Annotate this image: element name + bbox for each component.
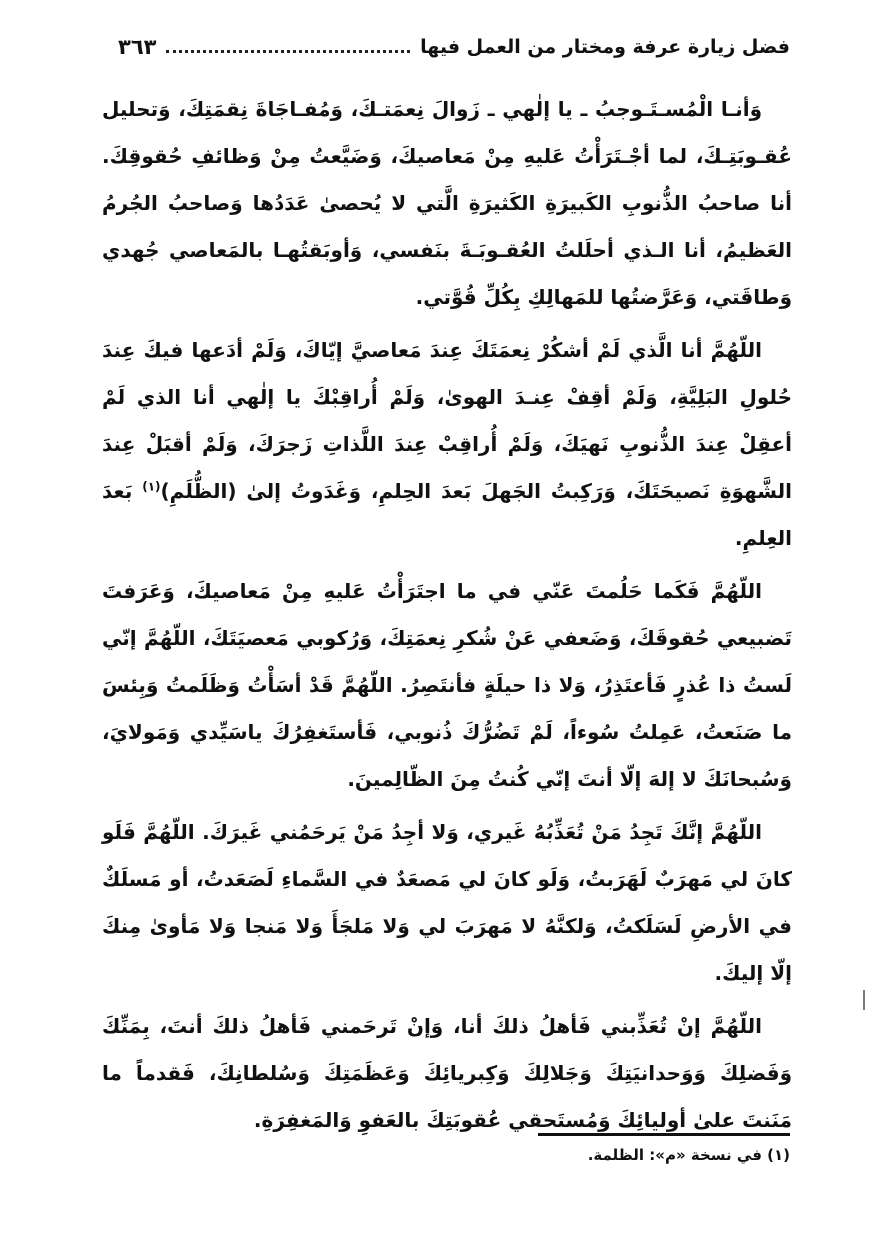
footnote: (١) في نسخة «م»: الظلمة. (587, 1146, 790, 1164)
page-header (118, 30, 790, 64)
footnote-divider (538, 1133, 790, 1136)
margin-mark (863, 990, 865, 1010)
dotted-leader (166, 50, 410, 53)
paragraph: اللّهُمَّ إنَّكَ تَجِدُ مَنْ تُعَذِّبُهُ غَيري، وَلا أجِدُ مَنْ يَرحَمُني غَيرَكَ. اللّهُمَّ فَلَو كانَ لي مَهرَبٌ لَهَرَبتُ، وَلَو كانَ لي مَصعَدٌ في السَّماءِ لَصَعَدتُ، أو مَسلَكٌ في الأرضِ لَسَلَكتُ، وَلكنَّهُ لا مَهرَبَ لي وَلا مَلجَأَ وَلا مَنجا وَلا مَأوىٰ مِنكَ إلّا إليكَ. (102, 820, 792, 985)
paragraph: اللّهُمَّ فَكَما حَلُمتَ عَنّي في ما اجتَرَأْتُ عَليهِ مِنْ مَعاصيكَ، وَعَرَفتَ تَضبيعي حُقوقَكَ، وَضَعفي عَنْ شُكرِ نِعمَتِكَ، وَرُكوبي مَعصيَتَكَ، اللّهُمَّ إنّي لَستُ ذا عُذرٍ فَأعتَذِرُ، وَلا ذا حيلَةٍ فأنتَصِرُ. اللّهُمَّ قَدْ أسَأْتُ وَظَلَمتُ وَبِئسَ ما صَنَعتُ، عَمِلتُ سُوءاً، لَمْ تَضُرُّكَ ذُنوبي، فَأستَغفِرُكَ ياسَيِّدي وَمَولايَ، وَسُبحانَكَ لا إلهَ إلّا أنتَ إنّي كُنتُ مِنَ الظّالِمينَ. (102, 579, 792, 791)
paragraph-text: اللّهُمَّ أنا الَّذي لَمْ أشكُرْ نِعمَتَكَ عِندَ مَعاصيَّ إيّاكَ، وَلَمْ أدَعها فيكَ عِندَ حُلولِ البَلِيَّةِ، وَلَمْ أقِفْ عِنـدَ الهوىٰ، وَلَمْ أُراقِبْكَ يا إلٰهي أنا الذي لَمْ أعقِلْ عِندَ الذُّنوبِ نَهيَكَ، وَلَمْ أُراقِبْ عِندَ اللَّذاتِ زَجرَكَ، وَلَمْ أقبَلْ عِندَ الشَّهوَةِ نَصيحَتَكَ، وَرَكِبتُ الجَهلَ بَعدَ الحِلمِ، وَغَدَوتُ إلىٰ (الظُّلَمِ) (102, 338, 792, 503)
paragraph: اللّهُمَّ إنْ تُعَذِّبني فَأهلُ ذلكَ أنا، وَإنْ تَرحَمني فَأهلُ ذلكَ أنتَ، بِمَنِّكَ وَفَضلِكَ وَوَحدانيَتِكَ وَجَلالِكَ وَكِبريائِكَ وَعَظَمَتِكَ وَسُلطانِكَ، فَقدماً ما مَنَنتَ علىٰ أوليائِكَ وَمُستَحقي عُقوبَتِكَ بالعَفوِ وَالمَغفِرَةِ. (102, 1014, 792, 1132)
main-text (102, 86, 792, 1150)
paragraph-with-footnote (102, 327, 792, 562)
page-number: ٣٦٣ (118, 35, 157, 59)
footnote-reference[interactable]: (١) (142, 479, 161, 494)
paragraph-text: بَعدَ العِلمِ. (102, 479, 792, 550)
paragraph: وَأنـا الْمُسـتَـوجبُ ـ يا إلٰهي ـ زَوالَ نِعمَتـكَ، وَمُفـاجَاةَ نِقمَتِكَ، وَتحليل عُقـوبَتِـكَ، لما أجْـتَرَأْتُ عَليهِ مِنْ مَعاصيكَ، وَضَيَّعتُ مِنْ وَظائفِ حُقوقِكَ. أنا صاحبُ الذُّنوبِ الكَبيرَةِ الكَثيرَةِ الَّتي لا يُحصىٰ عَدَدُها وَصاحبُ الجُرمُ العَظيمُ، أنا الـذي أحلَلتُ العُقـوبَـةَ بنَفسي، وَأوبَقتُهـا بالمَعاصي جُهدي وَطاقَتي، وَعَرَّضتُها للمَهالِكِ بِكُلِّ قُوَّتي. (102, 97, 792, 309)
running-title: فضل زيارة عرفة ومختار من العمل فيها (420, 36, 790, 58)
